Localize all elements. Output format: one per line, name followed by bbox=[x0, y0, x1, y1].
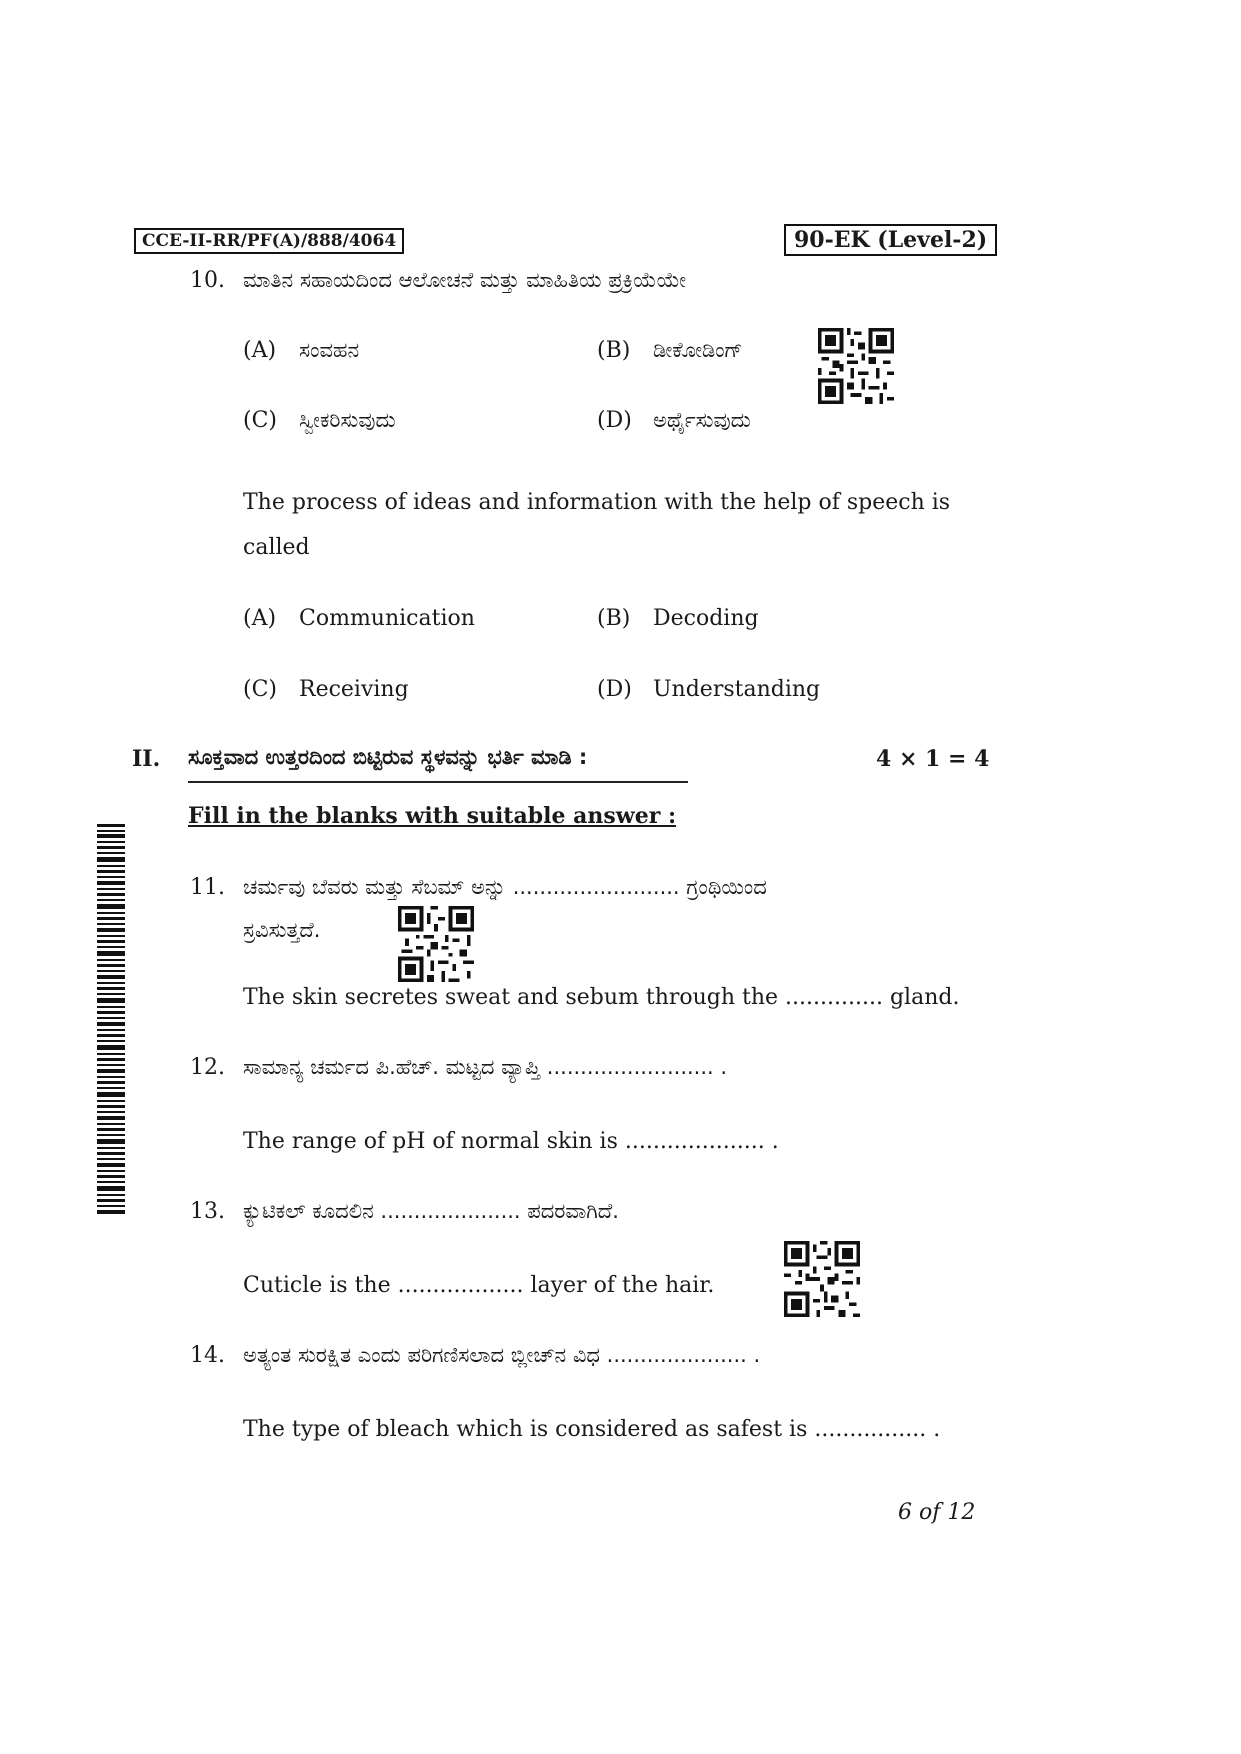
question-number: 12. bbox=[190, 1055, 225, 1080]
option-label: (A) bbox=[243, 606, 277, 631]
option-text: Understanding bbox=[653, 677, 821, 702]
page-number: 6 of 12 bbox=[898, 1500, 976, 1525]
option-label: (B) bbox=[597, 338, 631, 363]
question-text-english: Cuticle is the .................. layer of the hair. bbox=[243, 1273, 715, 1298]
qr-code bbox=[398, 906, 474, 982]
question-text-english-continued: called bbox=[243, 535, 310, 560]
question-text-english: The type of bleach which is considered as safest is ................ . bbox=[243, 1417, 941, 1442]
question-text-kannada: ಮಾತಿನ ಸಹಾಯದಿಂದ ಆಲೋಚನೆ ಮತ್ತು ಮಾಹಿತಿಯ ಪ್ರಕ್ರಿಯೆಯೇ bbox=[243, 268, 687, 292]
option-text: Decoding bbox=[653, 606, 759, 631]
heading-underline bbox=[188, 781, 688, 783]
paper-code: CCE-II-RR/PF(A)/888/4064 bbox=[134, 228, 404, 254]
option-text: ಅರ್ಥೈಸುವುದು bbox=[653, 408, 751, 432]
question-text-kannada: ಚರ್ಮವು ಬೆವರು ಮತ್ತು ಸೆಬಮ್ ಅನ್ನು ......................... ಗ್ರಂಥಿಯಿಂದ bbox=[243, 875, 767, 899]
option-text: Communication bbox=[299, 606, 475, 631]
option-label: (C) bbox=[243, 677, 277, 702]
question-text-kannada: ಕ್ಯುಟಿಕಲ್ ಕೂದಲಿನ ..................... ಪದರವಾಗಿದೆ. bbox=[243, 1199, 619, 1223]
barcode bbox=[97, 824, 125, 1214]
option-text: ಸ್ವೀಕರಿಸುವುದು bbox=[299, 408, 396, 432]
question-number: 14. bbox=[190, 1343, 225, 1368]
option-label: (D) bbox=[597, 408, 632, 433]
question-text-kannada: ಸಾಮಾನ್ಯ ಚರ್ಮದ ಪಿ.ಹೆಚ್. ಮಟ್ಟದ ವ್ಯಾಪ್ತಿ ......................... . bbox=[243, 1055, 728, 1079]
question-text-english: The skin secretes sweat and sebum through the .............. gland. bbox=[243, 985, 960, 1010]
question-text-english: The process of ideas and information with the help of speech is bbox=[243, 490, 951, 515]
question-text-kannada-continued: ಸ್ರವಿಸುತ್ತದೆ. bbox=[243, 918, 321, 942]
option-label: (C) bbox=[243, 408, 277, 433]
qr-code bbox=[818, 328, 894, 404]
section-heading-kannada: ಸೂಕ್ತವಾದ ಉತ್ತರದಿಂದ ಬಿಟ್ಟಿರುವ ಸ್ಥಳವನ್ನು ಭರ್ತಿ ಮಾಡಿ : bbox=[188, 745, 588, 769]
option-text: Receiving bbox=[299, 677, 409, 702]
question-text-kannada: ಅತ್ಯಂತ ಸುರಕ್ಷಿತ ಎಂದು ಪರಿಗಣಿಸಲಾದ ಬ್ಲೀಚ್‌ನ ವಿಧ ..................... . bbox=[243, 1343, 761, 1367]
question-number: 13. bbox=[190, 1199, 225, 1224]
option-label: (B) bbox=[597, 606, 631, 631]
qr-code bbox=[784, 1241, 860, 1317]
question-number: 10. bbox=[190, 268, 225, 293]
option-label: (D) bbox=[597, 677, 632, 702]
section-numeral: II. bbox=[132, 746, 161, 772]
section-heading-english: Fill in the blanks with suitable answer : bbox=[188, 803, 677, 829]
level-code: 90-EK (Level-2) bbox=[784, 224, 997, 256]
section-marks: 4 × 1 = 4 bbox=[876, 746, 990, 772]
question-number: 11. bbox=[190, 875, 225, 900]
option-text: ಡೀಕೋಡಿಂಗ್ bbox=[653, 338, 743, 362]
question-text-english: The range of pH of normal skin is .................... . bbox=[243, 1129, 779, 1154]
option-label: (A) bbox=[243, 338, 277, 363]
option-text: ಸಂವಹನ bbox=[299, 338, 360, 362]
